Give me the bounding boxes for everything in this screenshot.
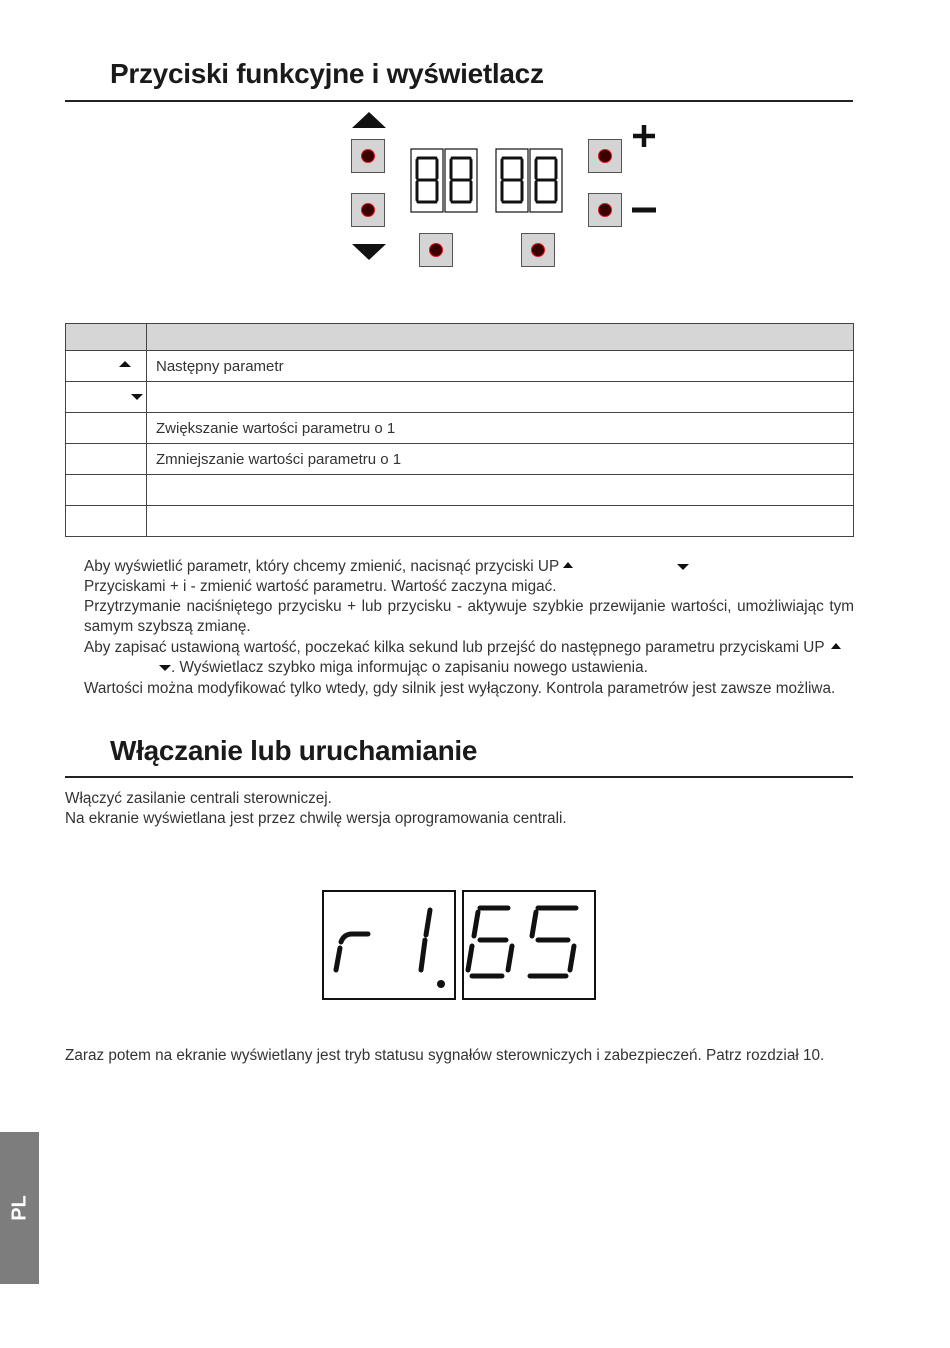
down-arrow-icon [677,564,689,570]
instruction-line [84,638,854,658]
instruction-text: Aby zapisać ustawioną wartość, poczekać kilka sekund lub przejść do następnego parametru przyciskami UP [84,639,825,656]
digit-eight [417,158,437,202]
table-desc-cell [147,506,854,537]
table-row [66,475,854,506]
instruction-text: Aby wyświetlić parametr, który chcemy zmienić, nacisnąć przyciski UP [84,558,559,575]
glyph-decimal-point [437,980,445,988]
table-desc-cell [147,382,854,413]
down-arrow-icon [131,394,143,400]
status-mode-line: Zaraz potem na ekranie wyświetlany jest tryb statusu sygnałów sterowniczych i zabezpieczeń. Patrz rozdział 10. [65,1047,825,1064]
language-tab-label: PL [8,1195,30,1221]
table-desc-cell: Następny parametr [147,351,854,382]
section-title-power-on: Włączanie lub uruchamianie [110,735,478,766]
left-bottom-button[interactable] [419,233,453,267]
glyph-5 [530,908,576,976]
seven-segment-readout [322,890,596,1000]
heading-rule [65,776,853,778]
right-bottom-button[interactable] [521,233,555,267]
up-button[interactable] [351,139,385,173]
table-row [66,382,854,413]
table-key-cell [66,506,147,537]
heading-rule [65,100,853,102]
instruction-text: . Wyświetlacz szybko miga informując o zapisaniu nowego ustawienia. [171,659,648,676]
section-title-function-buttons: Przyciski funkcyjne i wyświetlacz [110,58,544,89]
instruction-line: Przytrzymanie naciśniętego przycisku + lub przycisku - aktywuje szybkie przewijanie wartości, umożliwiając tym samym szybszą zmianę. [84,598,854,635]
down-button[interactable] [351,193,385,227]
glyph-1 [421,910,430,970]
table-key-cell [66,351,147,382]
power-on-line: Na ekranie wyświetlana jest przez chwilę wersja oprogramowania centrali. [65,810,567,827]
glyph-r [336,934,368,970]
table-header-cell [147,324,854,351]
digit-eight [451,158,471,202]
table-desc-cell [147,475,854,506]
down-arrow-icon [159,665,171,671]
glyph-6 [468,908,512,976]
language-tab [0,1132,39,1284]
minus-button[interactable] [588,193,622,227]
table-row [66,506,854,537]
instruction-line: Wartości można modyfikować tylko wtedy, gdy silnik jest wyłączony. Kontrola parametrów jest zawsze możliwa. [84,680,836,697]
instruction-line [84,658,854,678]
plus-button[interactable] [588,139,622,173]
minus-icon [630,200,658,220]
table-key-cell [66,382,147,413]
table-key-cell [66,413,147,444]
instruction-line [84,557,854,577]
table-desc-cell: Zmniejszanie wartości parametru o 1 [147,444,854,475]
plus-icon [630,122,658,150]
table-row [66,444,854,475]
down-arrow-icon [352,244,386,260]
table-row [66,351,854,382]
table-key-cell [66,475,147,506]
digit-eight [502,158,522,202]
table-row [66,413,854,444]
digit-eight [536,158,556,202]
power-on-line: Włączyć zasilanie centrali sterowniczej. [65,790,332,807]
four-digit-display [410,148,564,214]
up-arrow-icon [119,361,131,367]
up-arrow-icon [563,562,573,568]
up-arrow-icon [831,643,841,649]
table-header-row [66,324,854,351]
instruction-line: Przyciskami + i - zmienić wartość parametru. Wartość zaczyna migać. [84,578,557,595]
table-key-cell [66,444,147,475]
table-desc-cell: Zwiększanie wartości parametru o 1 [147,413,854,444]
table-header-cell [66,324,147,351]
up-arrow-icon [352,112,386,128]
function-table [65,323,854,537]
